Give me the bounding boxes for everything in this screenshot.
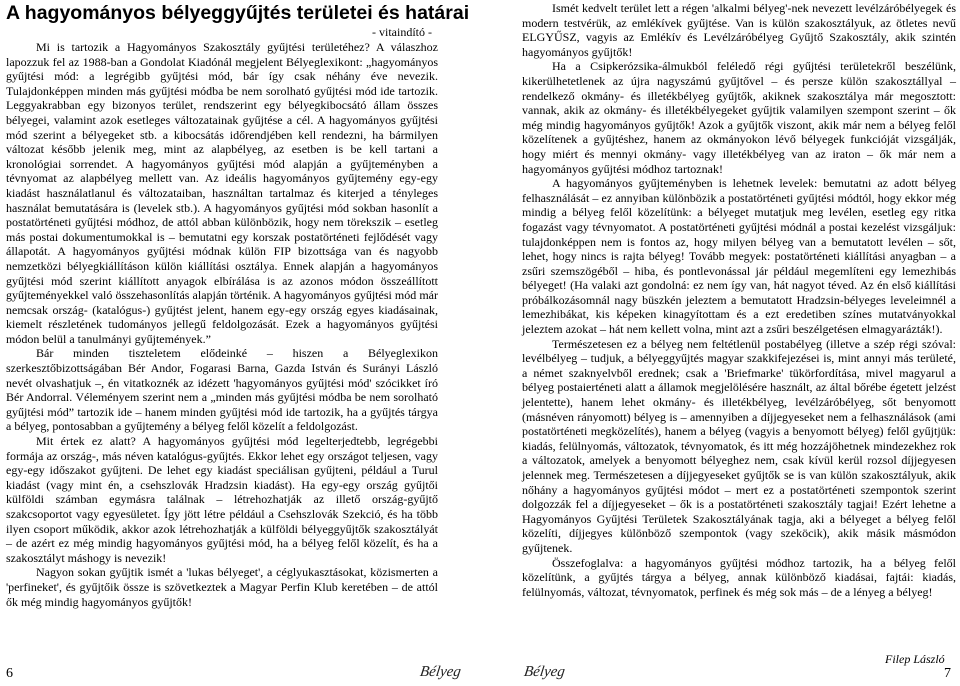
paragraph: Összefoglalva: a hagyományos gyűjtési módhoz tartozik, ha a bélyeg felől közelítünk, a gyűjtés tárgya a bélyeg, annak különböző kiadásai, fajtái: kiadás, felülnyomás, változat, tévnyomatok, perfinek és még sok más – de a lényeg a bélyeg! bbox=[522, 555, 956, 599]
left-column bbox=[6, 2, 470, 609]
paragraph: Nagyon sokan gyűjtik ismét a 'lukas bélyeget', a céglyukasztásokat, közismerten a 'perfineket', és gyűjtőik össze is szövetkeztek a Magyar Perfin Klub keretében – de attól ők még mindig hagyományos gyűjtők! bbox=[6, 565, 438, 609]
article-title: A hagyományos bélyeggyűjtés területei és határai bbox=[6, 2, 470, 24]
paragraph: A hagyományos gyűjteményben is lehetnek levelek: bemutatni az adott bélyeg felhasználását – ez annyiban különbözik a postatörténeti gyűjtési módtól, hogy ekkor még mindig a bélyeg felől közelítünk: a bélyeget mutatjuk meg levélen, esetleg egy ritka fogazást vagy tévnyomatot. A postatörténeti gyűjtési módnál a postai kezelést vizsgáljuk: tulajdonképpen nem is fontos az, hogy milyen bélyeg van a bemutatott levélen – sőt, lehet, hogy nincs is rajta bélyeg! Tovább megyek: postatörténeti kiállítási anyagban – a zsűri szemszögéből – hiba, és pontlevonással jár például megemlíteni egy lemezhibás bélyeget! (Ha valaki azt gondolná: ez nem így van, hát nagyot téved. Az én első kiállítási próbálkozásomnál nagy büszkén jeleztem a bemutatott Hradzsin-bélyeges leveleimnél a lemezhibákat, kis képeken kinagyítottam és a ezt eredetiben színes mutatványokkal jeleztem azokat – hát nem kellett volna, mint azt a zsűri beszélgetésen elmagyarázták!). bbox=[522, 176, 956, 337]
magazine-logo-left: Bélyeg bbox=[418, 664, 463, 680]
page-number-left: 6 bbox=[6, 666, 13, 681]
right-column bbox=[522, 1, 956, 599]
article-subtitle: - vitaindító - bbox=[372, 25, 432, 39]
paragraph: Természetesen ez a bélyeg nem feltétlenül postabélyeg (illetve a szép régi szóval: levélbélyeg – tudjuk, a bélyeggyűjtés magyar szakkifejezései is, mint annyi más területé, a német szaknyelvből erednek; csak a 'Briefmarke' tükörfordítása, mivel magyarul a bélyeg postaierténeti alatt a államok megjelölésére használt, az által bőrébe égetett jelzést jelentette), hanem lehet okmány- és illetékbélyeg, levélzáróbélyeg, sőt benyomott (másnéven rányomott) bélyeg is – amennyiben a díjjegyeseket nem a felhasználások (ami postatörténeti megközelítés), hanem a bélyeg (vagyis a benyomott bélyeg) felől gyűjtjük: kiadás, felülnyomás, változatok, tévnyomatok, és itt még hozzájöhetnek mindezekhez rok a változatok, amelyek a benyomott bélyeghez nem, csak kívül kerül rozsol díjjegyesen jelennek meg. Természetesen a díjjegyeseket gyűjtők se is van külön szakosztályuk, akik nőhány a hagyományos gyűjtési módot – mert ez a postatörténeti szempontok szerint dolgozzák fel a díjjegyeseket – ők is a postatörténeti szakosztály tagjai! Ezért lehetne a Hagyományos Gyűjtési Területek Szakosztályának tagja, aki a bélyeget a bélyeg felől közelíti, díjjegyes különböző szempontok (vagy szeköcik), akik másik másmódon gyűjtenek. bbox=[522, 336, 956, 555]
paragraph: Ismét kedvelt terület lett a régen 'alkalmi bélyeg'-nek nevezett levélzáróbélyegek és modern testvérük, az emlékívek gyűjtése. Van is külön szakosztályuk, az ötletes nevű ELGYŰSZ, vagyis az Emlékív és Levélzáróbélyeg Gyűjtő Szakosztály, akik szintén hagyományos gyűjtők! bbox=[522, 1, 956, 59]
page-number-right: 7 bbox=[944, 666, 951, 681]
paragraph: Mi is tartozik a Hagyományos Szakosztály gyűjtési területéhez? A válaszhoz lapozzuk fel az 1988-ban a Gondolat Kiadónál megjelent Bélyeglexikont: „hagyományos gyűjtési mód: a legrégibb gyűjtési mód, bár így csak néhány éve nevezik. Tulajdonképpen minden más gyűjtési módba be nem sorolható gyűjtési mód ide tartozik. Leggyakrabban egy bizonyos terület, rendszerint egy bélyegkibocsátó állam összes bélyegei, valamint azok esetleges változatainak gyűjtése a cél. A hagyományos gyűjtési mód szerint a bélyegeket stb. a kibocsátás időrendjében kell rendezni, ha bármilyen változat később jelenik meg, mint az alapbélyeg, az esetben is be kell tartani a kronológiai sorrendet. A hagyományos gyűjtési mód alapján a gyűjteményben a tévnyomat az alapbélyeg mellett van. Az ideális hagyományos gyűjtemény egy-egy kiadást használatlanul és változataiban, használtan tartalmaz és kiterjed a tényleges használat bemutatására is (levelek stb.). A hagyományos gyűjtési mód sokban hasonlít a postatörténeti gyűjtési módhoz, de attól abban különbözik, hogy nem törekszik – esetleg más postai dokumentumokkal is – bemutatni egy korszak postatörténeti fejlődését vagy állapotát. A hagyományos gyűjtési módnak külön FIP bizottsága van és nagyobb nemzetközi bélyegkiállításon külön kiállítási osztálya. Ennek alapján a hagyományos gyűjtési mód szerint kiállított anyagok elbírálása is az azonos módon összeállított gyűjteményekkel való összehasonlítás alapján történik. A hagyományos gyűjtési mód már nemcsak ország- (katalógus-) gyűjtést jelent, hanem egy-egy ország egyes kiadásainak, kiemelt részletének tudományos jellegű feldolgozását. Ezek a hagyományos gyűjtési módon belül a tanulmányi gyűjtemények.” bbox=[6, 40, 438, 346]
paragraph: Mit értek ez alatt? A hagyományos gyűjtési mód legelterjedtebb, legrégebbi formája az ország-, más néven katalógus-gyűjtés. Ekkor lehet egy országot teljesen, vagy egy-egy időszakot gyűjteni. De lehet egy kiadást speciálisan gyűjteni, például a Turul kiadást (vagy mint én, a csehszlovák Hradzsin kiadást). Ha egy-egy ország gyűjtői külföldi számban egymásra találnak – létrehozhatják az illető ország-gyűjtő szakcsoportot vagy egyesületet. Így jött létre például a Csehszlovák Szekció, és ha több ilyen csoport működik, akkor azok létrehozhatják a külföldi bélyeggyűjtők szakosztályát – de azért ez még mindig hagyományos gyűjtési mód, ha a bélyeg felől közelít, és ha a szakosztályt máshogy is nevezik! bbox=[6, 434, 438, 565]
author-signature: Filep László bbox=[885, 652, 945, 666]
magazine-logo-right: Bélyeg bbox=[522, 664, 567, 680]
paragraph: Ha a Csipkerózsika-álmukból feléledő régi gyűjtési területekről beszélünk, kikerülhetetlenek az újra nagyszámú gyűjtővel – és persze külön szakosztállyal – rendelkező okmány- és illetékbélyeg gyűjtők, akiknek szakosztálya már megosztott: vannak, akik az okmány- és illetékbélyegeket gyűjtik valamilyen szempont szerint – ők még mindig hagyományos gyűjtők! Azok a gyűjtők viszont, akik már nem a bélyeg felől közelítenek a gyűjtéshez, hanem az okmányokon lévő bélyegek funkcióját vizsgálják, hogy miért és mennyi okmány- vagy illetékbélyeg van az iraton – ők már nem a hagyományos gyűjtési módhoz tartoznak! bbox=[522, 59, 956, 176]
paragraph: Bár minden tiszteletem elődeinké – hiszen a Bélyeglexikon szerkesztőbizottságában Bér Andor, Fogarasi Barna, Gazda István és Surányi László nevét olvashatjuk –, én vitatkoznék az idézett 'hagyományos gyűjtési mód' szócikket író Bér Andorral. Véleményem szerint nem a „minden más gyűjtési módba be nem sorolható gyűjtési mód” tartozik ide – hanem minden gyűjtési mód ide tartozik, ha a gyűjtés tárgya a bélyeg, pontosabban a gyűjtemény a bélyeg felől közelít a feldolgozást. bbox=[6, 346, 438, 434]
